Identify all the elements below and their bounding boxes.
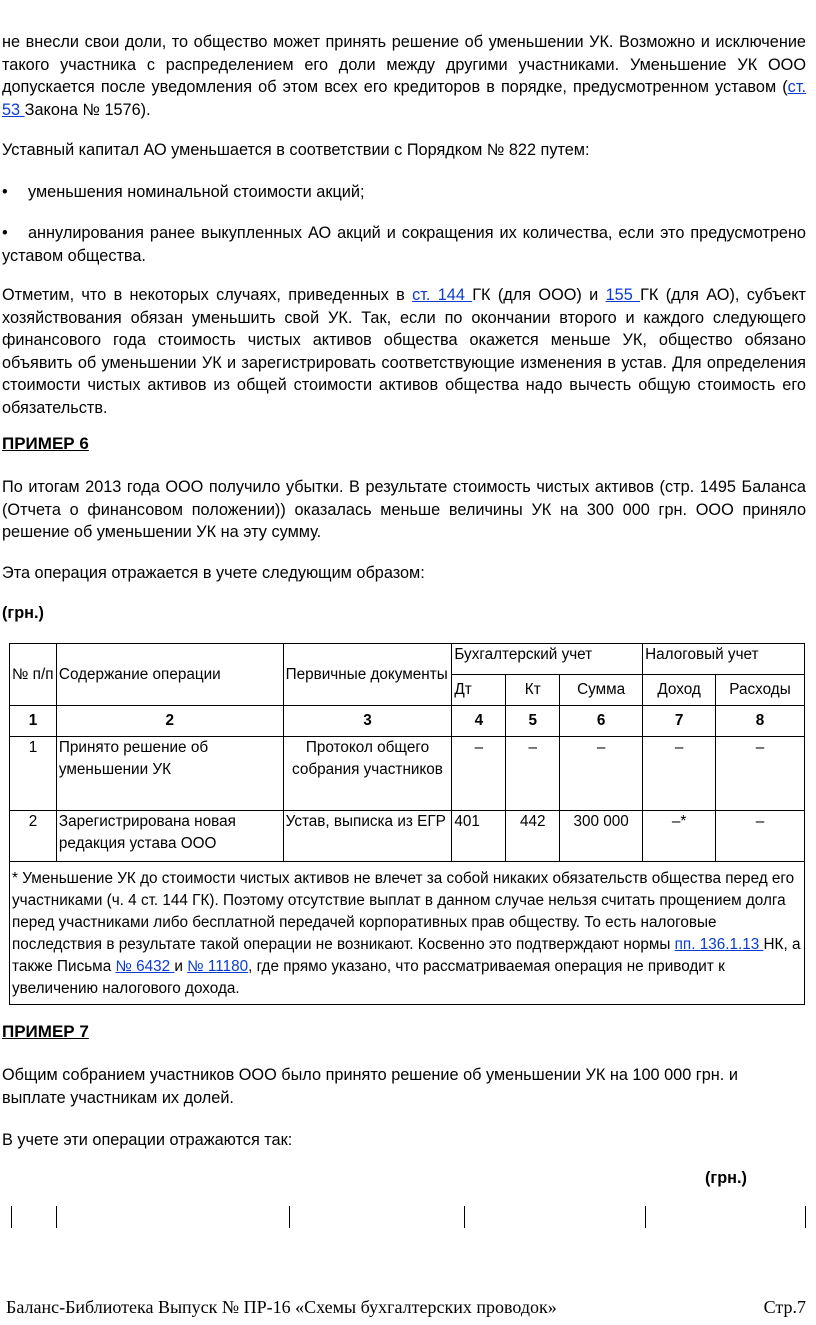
- row-income: –*: [643, 811, 716, 862]
- header-sum: Сумма: [560, 675, 643, 706]
- row-num: 1: [10, 737, 57, 811]
- row-sum: –: [560, 737, 643, 811]
- row-expenses: –: [716, 811, 805, 862]
- header-dt: Дт: [452, 675, 506, 706]
- table-border: [56, 1206, 57, 1228]
- link-letter-6432[interactable]: № 6432: [115, 958, 175, 975]
- row-dt: –: [452, 737, 506, 811]
- example-7-heading: ПРИМЕР 7: [2, 1022, 89, 1041]
- link-letter-11180[interactable]: № 11180: [187, 958, 249, 975]
- bullet-item: • уменьшения номинальной стоимости акций;: [2, 181, 806, 204]
- example-6-intro: Эта операция отражается в учете следующим образом:: [2, 564, 425, 582]
- header-expenses: Расходы: [716, 675, 805, 706]
- footer-title: Баланс-Библиотека Выпуск № ПР-16 «Схемы бухгалтерских проводок»: [6, 1297, 557, 1317]
- column-number: 1: [10, 706, 57, 737]
- page-number: Стр.7: [763, 1297, 806, 1317]
- page-footer: [6, 1297, 806, 1318]
- row-content: Зарегистрирована новая редакция устава ООО: [56, 811, 283, 862]
- header-content: Содержание операции: [56, 644, 283, 706]
- table-border: [289, 1206, 290, 1228]
- row-content: Принято решение об уменьшении УК: [56, 737, 283, 811]
- column-number: 8: [716, 706, 805, 737]
- bullet-icon: •: [2, 224, 8, 242]
- row-dt: 401: [452, 811, 506, 862]
- header-tax: Налоговый учет: [643, 644, 805, 675]
- column-number: 5: [506, 706, 560, 737]
- row-docs: Протокол общего собрания участников: [283, 737, 452, 811]
- column-number: 2: [56, 706, 283, 737]
- column-number: 3: [283, 706, 452, 737]
- link-pp-136-1-13[interactable]: пп. 136.1.13: [674, 936, 764, 953]
- paragraph-jsc-reduction: Уставный капитал АО уменьшается в соответствии с Порядком № 822 путем:: [2, 141, 590, 159]
- row-kt: –: [506, 737, 560, 811]
- table-border: [11, 1206, 12, 1228]
- example-6-heading: ПРИМЕР 6: [2, 434, 89, 453]
- row-income: –: [643, 737, 716, 811]
- table-footnote: * Уменьшение УК до стоимости чистых активов не влечет за собой никаких обязательств общества перед его участниками (ч. 4 ст. 144 ГК). Поэтому отсутствие выплат в данном случае нельзя считать прощением долга перед участниками либо бесплатной передачей корпоративных прав обществу. То есть налоговые последствия в результате такой операции не возникают. Косвенно это подтверждают нормы пп. 136.1.13 НК, а также Письма № 6432 и № 11180, где прямо указано, что рассматриваемая операция не приводит к увеличению налогового дохода.: [10, 862, 805, 1005]
- column-numbers-row: [10, 706, 805, 737]
- column-number: 4: [452, 706, 506, 737]
- row-kt: 442: [506, 811, 560, 862]
- link-article-53[interactable]: ст. 53: [2, 78, 806, 119]
- bullet-icon: •: [2, 183, 8, 201]
- table-border: [464, 1206, 465, 1228]
- row-docs: Устав, выписка из ЕГР: [283, 811, 452, 862]
- header-income: Доход: [643, 675, 716, 706]
- row-sum: 300 000: [560, 811, 643, 862]
- header-accounting: Бухгалтерский учет: [452, 644, 643, 675]
- paragraph-mandatory-reduction: Отметим, что в некоторых случаях, приведенных в ст. 144 ГК (для ООО) и 155 ГК (для АО), субъект хозяйствования обязан уменьшить свой УК. Так, если по окончании второго и каждого следующего финансового года стоимость чистых активов общества окажется меньше УК, общество обязано объявить об уменьшении УК и зарегистрировать соответствующие изменения в устав. Для определения стоимости чистых активов из общей стоимости активов общества надо вычесть общую стоимость его обязательств.: [2, 286, 806, 417]
- table-note-row: [10, 862, 805, 1005]
- example-7-text: Общим собранием участников ООО было принято решение об уменьшении УК на 100 000 грн. и выплате участникам их долей.: [2, 1066, 738, 1107]
- table-header-row: [10, 644, 805, 675]
- example-6-text: По итогам 2013 года ООО получило убытки. В результате стоимость чистых активов (стр. 1495 Баланса (Отчета о финансовом положении)) оказалась меньше величины УК на 300 000 грн. ООО приняло решение об уменьшении УК на эту сумму.: [2, 478, 806, 541]
- operations-table: [9, 643, 805, 1005]
- bullet-item: • аннулирования ранее выкупленных АО акций и сокращения их количества, если это предусмотрено уставом общества.: [2, 224, 806, 265]
- table-row: [10, 811, 805, 862]
- paragraph-uk-reduction-llc: не внесли свои доли, то общество может принять решение об уменьшении УК. Возможно и исключение такого участника с распределением его доли между другими участниками. Уменьшение УК ООО допускается после уведомления об этом всех его кредиторов в порядке, предусмотренном уставом (ст. 53 Закона № 1576).: [2, 33, 806, 119]
- table-row: [10, 737, 805, 811]
- example-7-unit: (грн.): [705, 1169, 747, 1187]
- example-6-unit: (грн.): [2, 604, 44, 622]
- table-border: [645, 1206, 646, 1228]
- header-docs: Первичные документы: [283, 644, 452, 706]
- header-kt: Кт: [506, 675, 560, 706]
- column-number: 6: [560, 706, 643, 737]
- table-border: [805, 1206, 806, 1228]
- row-expenses: –: [716, 737, 805, 811]
- header-num: № п/п: [10, 644, 57, 706]
- link-article-155[interactable]: 155: [605, 286, 641, 304]
- example-7-intro: В учете эти операции отражаются так:: [2, 1131, 293, 1149]
- row-num: 2: [10, 811, 57, 862]
- link-article-144[interactable]: ст. 144: [412, 286, 473, 304]
- column-number: 7: [643, 706, 716, 737]
